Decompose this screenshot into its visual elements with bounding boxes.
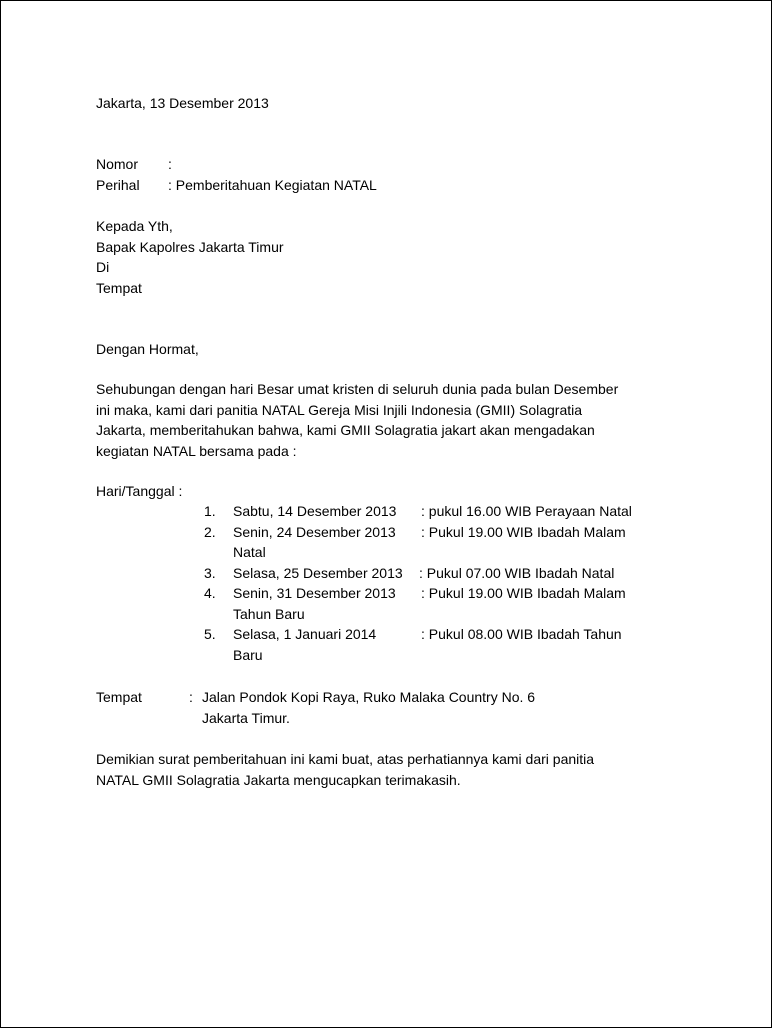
nomor-label: Nomor	[96, 156, 139, 172]
intro-line: Jakarta, memberitahukan bahwa, kami GMII Solagratia jakart akan mengadakan	[96, 422, 595, 438]
intro-line: Sehubungan dengan hari Besar umat kristen di seluruh dunia pada bulan Desember	[96, 381, 619, 397]
schedule-item	[204, 501, 674, 522]
schedule-item	[204, 563, 674, 584]
recipient-line: Di	[96, 259, 110, 275]
schedule-item	[204, 624, 674, 665]
intro-line: kegiatan NATAL bersama pada :	[96, 442, 297, 459]
recipient-line: Kepada Yth,	[96, 218, 173, 234]
schedule-date: Senin, 31 Desember 2013	[233, 585, 396, 601]
recipient-line: Tempat	[96, 279, 142, 296]
schedule-number: 3.	[204, 564, 216, 581]
schedule-number: 4.	[204, 585, 216, 601]
location-colon: :	[189, 689, 193, 705]
schedule-number: 5.	[204, 626, 216, 642]
location-line: Jakarta Timur.	[202, 710, 290, 726]
schedule-separator: :	[421, 626, 429, 642]
salutation: Dengan Hormat,	[96, 341, 199, 357]
closing-line: Demikian surat pemberitahuan ini kami buat, atas perhatiannya kami dari panitia	[96, 751, 595, 767]
schedule-event: Pukul 19.00 WIB Ibadah Malam	[428, 523, 626, 540]
intro-line: ini maka, kami dari panitia NATAL Gereja Misi Injili Indonesia (GMII) Solagratia	[96, 401, 583, 418]
perihal-value: : Pemberitahuan Kegiatan NATAL	[168, 177, 377, 193]
schedule-event: pukul 16.00 WIB Perayaan Natal	[428, 503, 632, 519]
schedule-event: Pukul 07.00 WIB Ibadah Natal	[426, 564, 615, 581]
schedule-item	[204, 522, 674, 563]
intro-paragraph	[96, 379, 686, 461]
schedule-item	[204, 583, 674, 624]
schedule-date: Selasa, 25 Desember 2013	[233, 564, 403, 581]
schedule-number: 1.	[204, 503, 216, 519]
schedule-separator: :	[421, 523, 429, 540]
schedule-date: Senin, 24 Desember 2013	[233, 523, 396, 540]
schedule-separator: :	[421, 503, 429, 519]
schedule-list	[204, 501, 674, 665]
schedule-date: Selasa, 1 Januari 2014	[233, 626, 377, 642]
schedule-separator: :	[421, 585, 429, 601]
closing-line: NATAL GMII Solagratia Jakarta mengucapkan terimakasih.	[96, 771, 461, 788]
nomor-value: :	[168, 156, 172, 172]
perihal-label: Perihal	[96, 177, 140, 193]
schedule-event: Pukul 08.00 WIB Ibadah Tahun	[428, 626, 622, 642]
schedule-event-continued: Tahun Baru	[233, 605, 305, 622]
schedule-event-continued: Baru	[233, 646, 263, 663]
recipient-line: Bapak Kapolres Jakarta Timur	[96, 238, 284, 255]
schedule-date: Sabtu, 14 Desember 2013	[233, 503, 397, 519]
closing-paragraph	[96, 749, 686, 790]
schedule-label: Hari/Tanggal :	[96, 483, 183, 499]
schedule-separator: :	[419, 564, 427, 581]
schedule-event: Pukul 19.00 WIB Ibadah Malam	[428, 585, 626, 601]
schedule-event-continued: Natal	[233, 544, 266, 560]
recipient-block	[96, 216, 686, 298]
schedule-number: 2.	[204, 523, 216, 540]
location-line: Jalan Pondok Kopi Raya, Ruko Malaka Country No. 6	[202, 689, 536, 705]
place-date: Jakarta, 13 Desember 2013	[96, 95, 269, 111]
location-label: Tempat	[96, 689, 142, 705]
